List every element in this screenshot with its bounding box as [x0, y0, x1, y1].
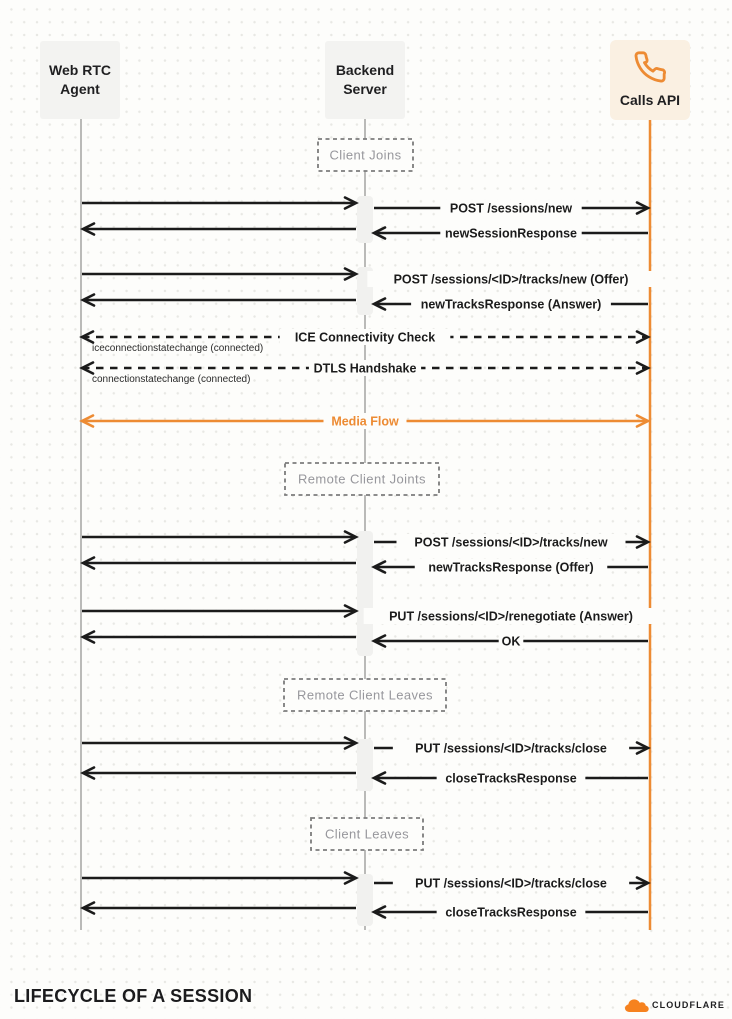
- diagram-title: LIFECYCLE OF A SESSION: [14, 986, 253, 1006]
- message-label: newTracksResponse (Offer): [428, 560, 594, 575]
- activation-bar: [357, 531, 373, 656]
- message-label: newSessionResponse: [445, 226, 577, 241]
- message-label: closeTracksResponse: [445, 905, 577, 920]
- message-subtext: connectionstatechange (connected): [92, 374, 251, 385]
- message-label: POST /sessions/<ID>/tracks/new (Offer): [393, 272, 629, 287]
- actor-backend-server: [325, 41, 405, 119]
- message-label: POST /sessions/new: [449, 201, 573, 216]
- actor-calls-label: Calls API: [619, 92, 681, 109]
- message-label: closeTracksResponse: [445, 771, 577, 786]
- actor-webrtc-agent: [40, 41, 120, 119]
- cloudflare-cloud-icon: [623, 995, 650, 1015]
- message-label: PUT /sessions/<ID>/renegotiate (Answer): [389, 609, 633, 624]
- actor-webrtc-label-line2: Agent: [60, 81, 100, 97]
- actor-backend-label-line2: Server: [343, 81, 387, 97]
- phone-icon: [633, 50, 667, 84]
- cloudflare-brand-text: CLOUDFLARE: [652, 1000, 725, 1010]
- message-label: Media Flow: [331, 414, 399, 429]
- actor-webrtc-label-line1: Web RTC: [49, 62, 111, 79]
- actor-calls-api: [610, 40, 690, 120]
- actor-backend-label-line1: Backend: [335, 62, 395, 79]
- message-label: DTLS Handshake: [313, 361, 417, 376]
- cloudflare-logo: [623, 995, 725, 1015]
- message-label: POST /sessions/<ID>/tracks/new: [414, 535, 608, 550]
- group-label: Remote Client Leaves: [297, 687, 433, 703]
- group-label: Client Joins: [329, 147, 402, 163]
- activation-bar: [357, 196, 373, 243]
- activation-bar: [357, 874, 373, 926]
- message-label: newTracksResponse (Answer): [420, 297, 602, 312]
- activation-bar: [357, 739, 373, 791]
- message-label: PUT /sessions/<ID>/tracks/close: [415, 741, 607, 756]
- message-label: ICE Connectivity Check: [294, 330, 436, 345]
- message-label: OK: [501, 634, 521, 649]
- message-subtext: iceconnectionstatechange (connected): [92, 343, 264, 354]
- group-label: Remote Client Joints: [298, 471, 426, 487]
- group-label: Client Leaves: [325, 826, 409, 842]
- message-label: PUT /sessions/<ID>/tracks/close: [415, 876, 607, 891]
